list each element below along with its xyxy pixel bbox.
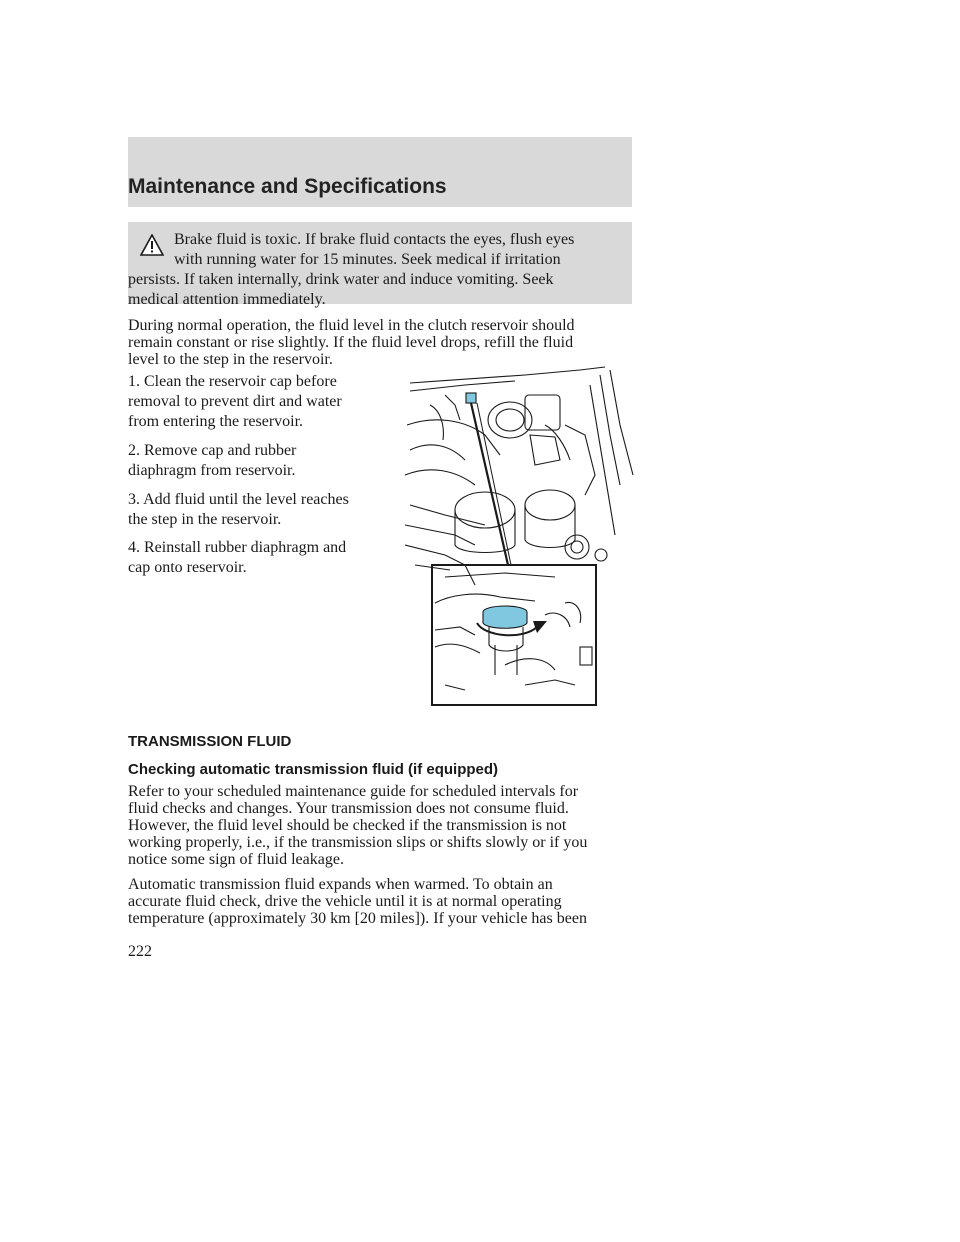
step-2-line-1: 2. Remove cap and rubber: [128, 442, 297, 459]
warning-line-4: medical attention immediately.: [128, 291, 326, 308]
para2-line-1: Automatic transmission fluid expands when warmed. To obtain an: [128, 876, 553, 893]
step-4-line-1: 4. Reinstall rubber diaphragm and: [128, 539, 347, 556]
para1-line-5: notice some sign of fluid leakage.: [128, 851, 344, 868]
warning-line-2: with running water for 15 minutes. Seek medical if irritation: [174, 251, 561, 268]
para1-line-1: Refer to your scheduled maintenance guide for scheduled intervals for: [128, 783, 579, 800]
para2-line-2: accurate fluid check, drive the vehicle until it is at normal operating: [128, 893, 562, 910]
warning-line-3: persists. If taken internally, drink water and induce vomiting. Seek: [128, 271, 554, 288]
para1-line-3: However, the fluid level should be checked if the transmission is not: [128, 817, 567, 834]
warning-line-1: Brake fluid is toxic. If brake fluid contacts the eyes, flush eyes: [174, 231, 575, 248]
step-4-line-2: cap onto reservoir.: [128, 559, 247, 576]
clutch-reservoir-illustration: [405, 365, 635, 707]
step-3-line-1: 3. Add fluid until the level reaches: [128, 491, 349, 508]
section-title: TRANSMISSION FLUID: [128, 733, 292, 750]
step-1-line-1: 1. Clean the reservoir cap before: [128, 373, 337, 390]
intro-line-2: remain constant or rise slightly. If the fluid level drops, refill the fluid: [128, 334, 574, 351]
intro-line-1: During normal operation, the fluid level in the clutch reservoir should: [128, 317, 575, 334]
step-2-line-2: diaphragm from reservoir.: [128, 462, 296, 479]
step-1-line-2: removal to prevent dirt and water: [128, 393, 342, 410]
page-title: Maintenance and Specifications: [128, 175, 447, 198]
section-subtitle: Checking automatic transmission fluid (if equipped): [128, 761, 499, 778]
step-1-line-3: from entering the reservoir.: [128, 413, 304, 430]
step-3-line-2: the step in the reservoir.: [128, 511, 282, 528]
para1-line-4: working properly, i.e., if the transmission slips or shifts slowly or if you: [128, 834, 588, 851]
warning-triangle-icon: [140, 234, 164, 256]
para1-line-2: fluid checks and changes. Your transmission does not consume fluid.: [128, 800, 569, 817]
intro-line-3: level to the step in the reservoir.: [128, 351, 333, 368]
para2-line-3: temperature (approximately 30 km [20 miles]). If your vehicle has been: [128, 910, 587, 927]
page-number: 222: [128, 943, 152, 960]
